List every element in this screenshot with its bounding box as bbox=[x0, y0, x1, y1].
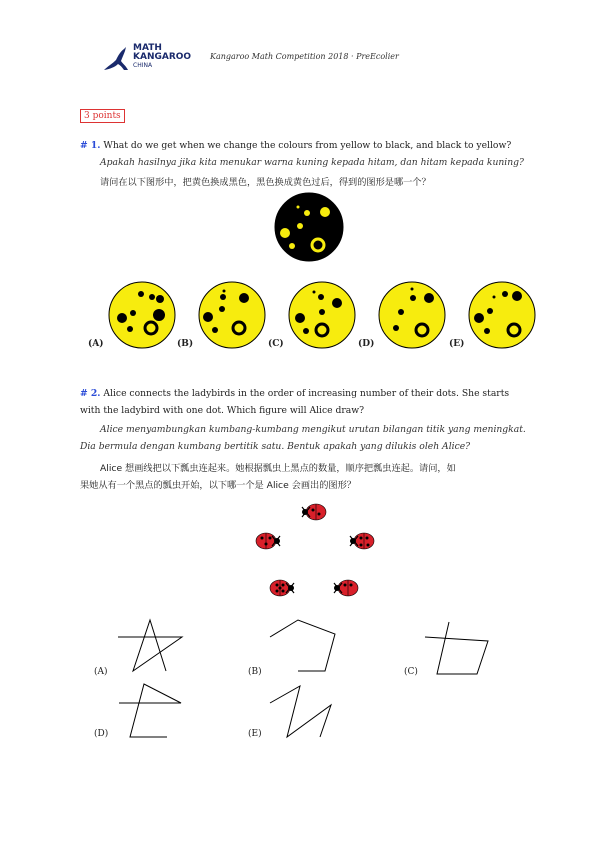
ladybird-bottom-right bbox=[334, 580, 358, 596]
q2-chinese-line2: 果她从有一个黑点的瓢虫开始，以下哪一个是 Alice 会画出的图形？ bbox=[80, 480, 356, 491]
q1-option-e-label: (E) bbox=[449, 339, 465, 349]
q2-option-a-figure bbox=[118, 620, 182, 671]
logo-line1: MATH bbox=[133, 43, 162, 53]
ladybird-top bbox=[302, 504, 326, 520]
q1-option-c-label: (C) bbox=[268, 339, 284, 349]
q2-option-d-label: (D) bbox=[94, 729, 109, 739]
ladybird-bottom-left bbox=[270, 580, 294, 596]
q1-malay: Apakah hasilnya jika kita menukar warna kuning kepada hitam, dan hitam kepada kuning? bbox=[100, 157, 524, 168]
q1-option-a-label: (A) bbox=[88, 339, 104, 349]
q2-option-c-label: (C) bbox=[404, 667, 418, 677]
competition-title: Kangaroo Math Competition 2018 · PreEcolier bbox=[210, 52, 399, 61]
q2-chinese-line1: Alice 想画线把以下瓢虫连起来。她根据瓢虫上黑点的数量，顺序把瓢虫连起。请问，如 bbox=[100, 463, 456, 474]
points-badge: 3 points bbox=[80, 109, 125, 123]
ladybird-right bbox=[350, 533, 374, 549]
q2-option-e-label: (E) bbox=[248, 729, 262, 739]
q2-option-a-label: (A) bbox=[94, 667, 108, 677]
q1-option-b-label: (B) bbox=[177, 339, 194, 349]
q2-malay-line1: Alice menyambungkan kumbang-kumbang mengikut urutan bilangan titik yang meningkat. bbox=[100, 424, 526, 435]
q2-option-b-figure bbox=[270, 620, 335, 671]
ladybird-left bbox=[256, 533, 280, 549]
q2-number: # 2. bbox=[80, 388, 101, 399]
q2-english-line2: with the ladybird with one dot. Which figure will Alice draw? bbox=[80, 405, 364, 416]
q1-chinese: 请问在以下图形中，把黄色换成黑色，黑色换成黄色过后，得到的图形是哪一个？ bbox=[100, 177, 431, 188]
logo-line3: CHINA bbox=[133, 62, 153, 69]
q2-option-d-figure bbox=[119, 684, 181, 737]
logo-line2: KANGAROO bbox=[133, 52, 192, 62]
q2-english-text1: Alice connects the ladybirds in the order of increasing number of their dots. She starts bbox=[103, 388, 510, 399]
q1-number: # 1. bbox=[80, 140, 101, 151]
q1-english-text: What do we get when we change the colours from yellow to black, and black to yellow? bbox=[103, 140, 512, 151]
q1-option-d-label: (D) bbox=[358, 339, 375, 349]
q2-option-e-figure bbox=[270, 686, 331, 737]
q2-malay-line2: Dia bermula dengan kumbang bertitik satu. Bentuk apakah yang dilukis oleh Alice? bbox=[80, 441, 471, 452]
q2-option-b-label: (B) bbox=[248, 667, 262, 677]
q2-option-c-figure bbox=[425, 622, 488, 674]
